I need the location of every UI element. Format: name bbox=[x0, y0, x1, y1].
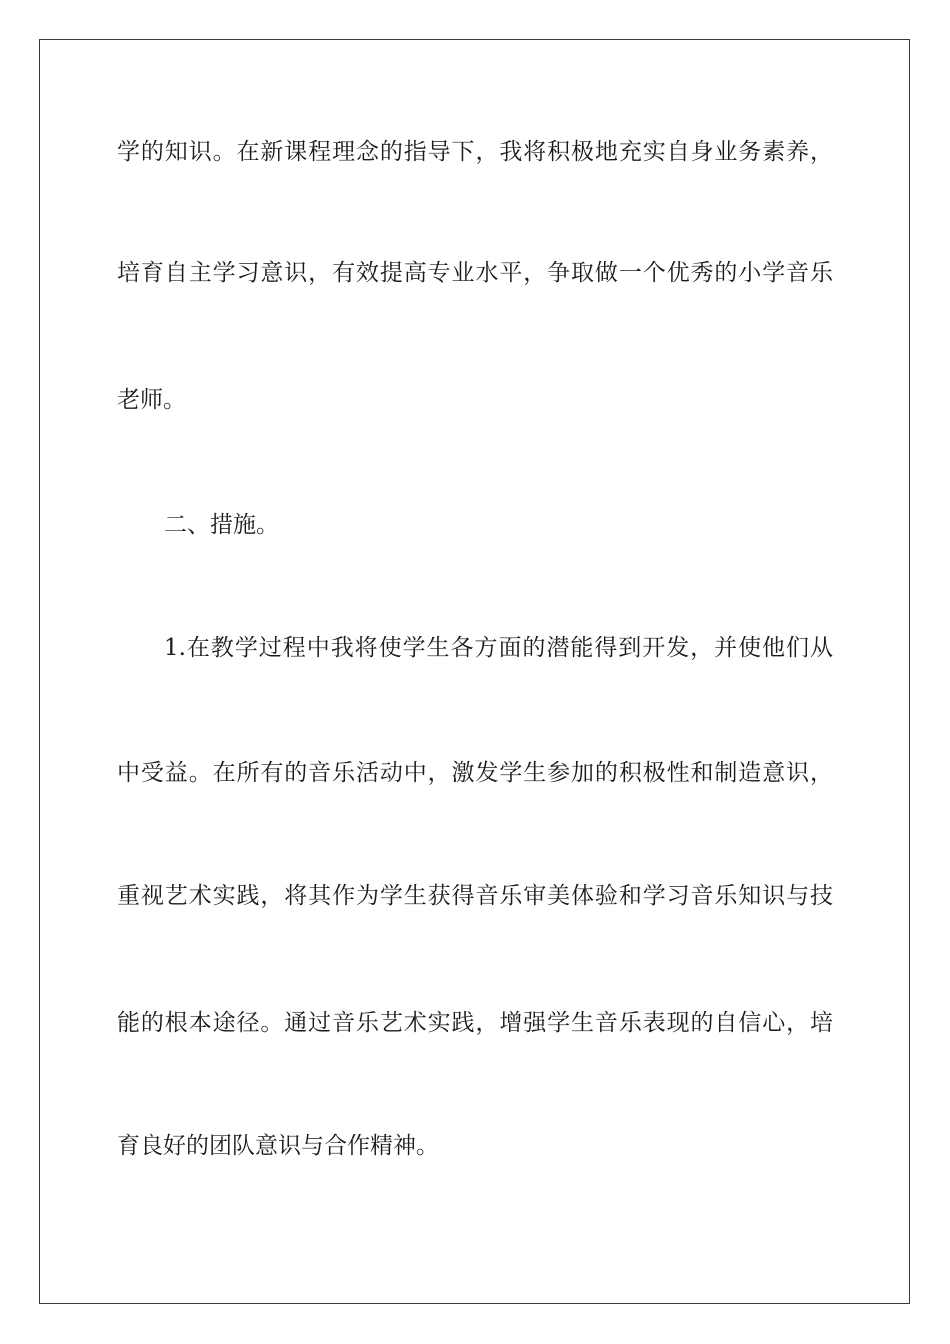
paragraph-line: 1.在教学过程中我将使学生各方面的潜能得到开发，并使他们从 bbox=[164, 635, 833, 661]
paragraph-line: 能的根本途径。通过音乐艺术实践，增强学生音乐表现的自信心，培 bbox=[117, 1010, 833, 1036]
paragraph-line: 老师。 bbox=[117, 387, 186, 413]
paragraph-line: 学的知识。在新课程理念的指导下，我将积极地充实自身业务素养， bbox=[117, 139, 833, 165]
paragraph-line: 重视艺术实践，将其作为学生获得音乐审美体验和学习音乐知识与技 bbox=[117, 883, 833, 909]
section-heading: 二、措施。 bbox=[164, 512, 279, 538]
paragraph-line: 育良好的团队意识与合作精神。 bbox=[117, 1133, 439, 1159]
page-border bbox=[39, 39, 910, 1304]
paragraph-line: 中受益。在所有的音乐活动中，激发学生参加的积极性和制造意识， bbox=[117, 760, 833, 786]
paragraph-line: 培育自主学习意识，有效提高专业水平，争取做一个优秀的小学音乐 bbox=[117, 260, 833, 286]
